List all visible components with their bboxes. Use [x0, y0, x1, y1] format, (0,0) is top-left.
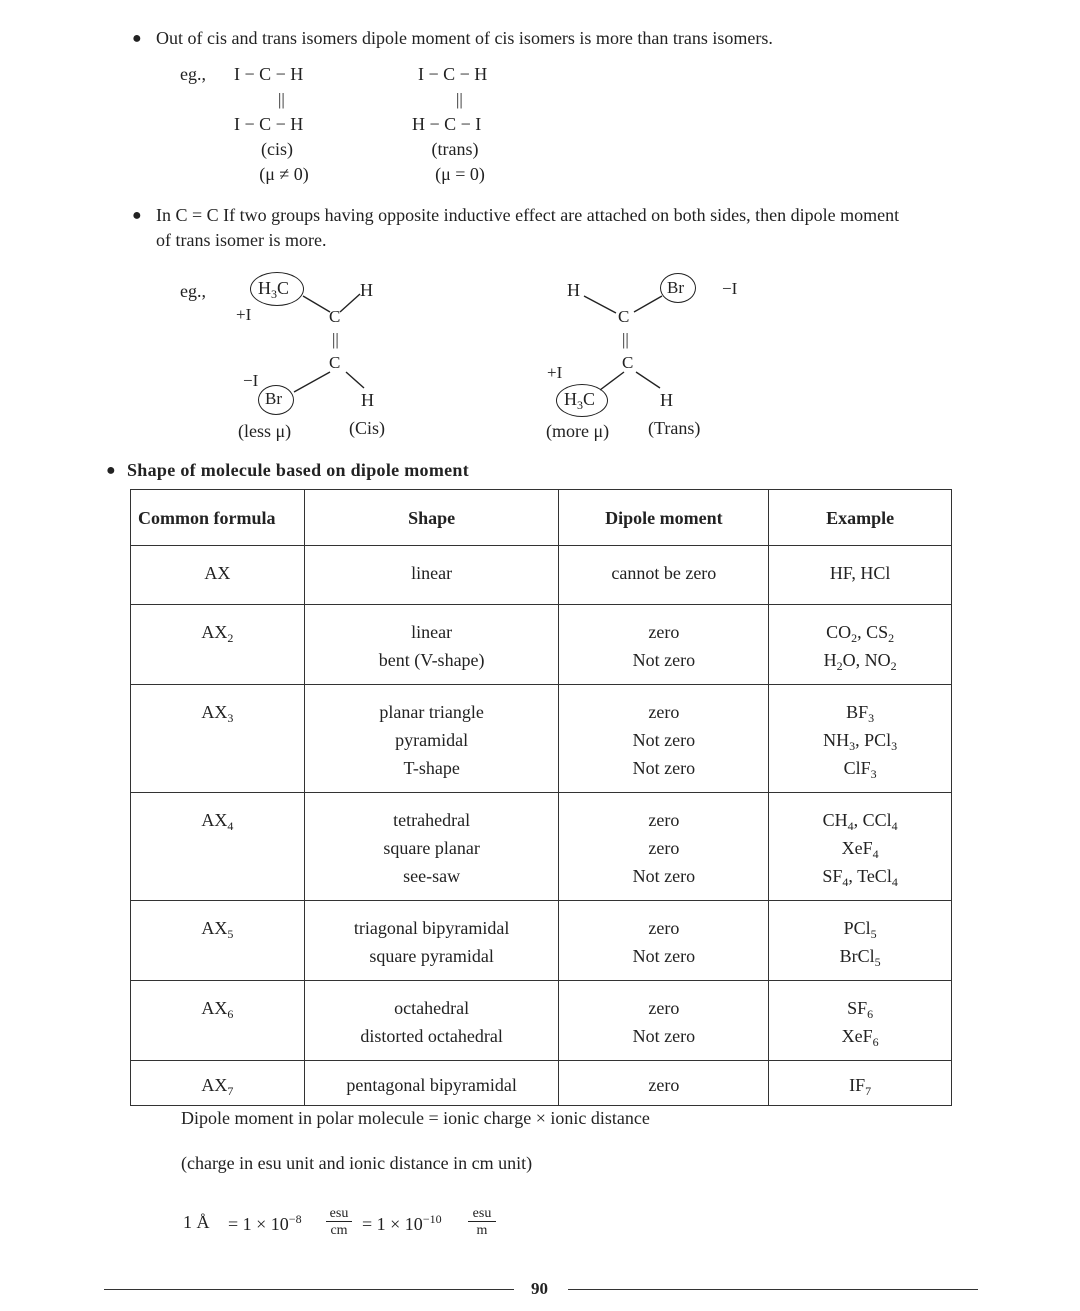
formula-cell: $AX_6$: [131, 981, 305, 1061]
table-row: [131, 546, 952, 605]
formula-cell: $AX_4$: [131, 793, 305, 901]
dipole-cell: zero Not zero: [559, 981, 769, 1061]
eg-label: eg.,: [180, 281, 206, 301]
dipole-formula: Dipole moment in polar molecule = ionic charge × ionic distance: [181, 1108, 650, 1128]
bullet-text-inductive: In C = C If two groups having opposite inductive effect are attached on both sides, then dipole moment: [156, 205, 900, 225]
example-cell: PCl$_5$ BrCl$_5$: [769, 901, 952, 981]
example-cell: HF, HCl: [769, 546, 952, 605]
ch3-group: $H_3C$: [564, 389, 596, 412]
header-shape: Shape: [304, 490, 559, 546]
dipole-cell: zero zero Not zero: [559, 793, 769, 901]
table-row: [131, 793, 952, 901]
cis-top: I − C − H: [234, 64, 304, 84]
table-row: [131, 605, 952, 685]
less-mu-label: (less μ): [238, 421, 292, 441]
double-bond: ||: [622, 330, 629, 349]
conversion-1: = $1 \times 10^{-8}$: [228, 1212, 302, 1234]
carbon-atom: C: [329, 307, 341, 326]
section-title: Shape of molecule based on dipole moment: [127, 460, 470, 480]
bullet-dot: ●: [132, 207, 142, 224]
table-header-row: [131, 490, 952, 546]
dipole-cell: zero: [559, 1061, 769, 1106]
formula-cell: $AX_3$: [131, 685, 305, 793]
double-bond: ||: [332, 330, 339, 349]
dipole-cell: zero Not zero Not zero: [559, 685, 769, 793]
plus-i-label: +I: [547, 363, 563, 382]
minus-i-label: −I: [722, 279, 738, 298]
footer-rule-left: [104, 1289, 514, 1290]
h-atom: H: [361, 390, 374, 410]
trans-label: (trans): [431, 139, 479, 159]
angstrom-symbol: 1 Å: [183, 1212, 210, 1232]
h-atom: H: [660, 390, 673, 410]
cis-structure-label: (Cis): [349, 418, 385, 438]
table-row: [131, 1061, 952, 1106]
carbon-atom: C: [622, 353, 634, 372]
bullet-text-cis-trans: Out of cis and trans isomers dipole moment of cis isomers is more than trans isomers.: [156, 28, 773, 48]
header-dipole-moment: Dipole moment: [559, 490, 769, 546]
formula-cell: $AX_2$: [131, 605, 305, 685]
shape-cell: planar triangle pyramidal T-shape: [304, 685, 559, 793]
footer-rule-right: [568, 1289, 978, 1290]
table-row: [131, 901, 952, 981]
br-atom: Br: [265, 389, 282, 408]
shape-cell: triagonal bipyramidal square pyramidal: [304, 901, 559, 981]
more-mu-label: (more μ): [546, 421, 610, 441]
shape-cell: pentagonal bipyramidal: [304, 1061, 559, 1106]
shape-cell: tetrahedral square planar see-saw: [304, 793, 559, 901]
bullet-dot: ●: [106, 462, 116, 479]
page-number: 90: [531, 1279, 548, 1298]
unit-note: (charge in esu unit and ionic distance in cm unit): [181, 1153, 533, 1173]
table-row: [131, 685, 952, 793]
cis-mu: (μ ≠ 0): [259, 164, 309, 184]
table-row: [131, 981, 952, 1061]
example-cell: $BF_3$ $NH_3$, PCl$_3$ ClF$_3$: [769, 685, 952, 793]
trans-mu: (μ = 0): [435, 164, 485, 184]
example-cell: $IF_7$: [769, 1061, 952, 1106]
dipole-cell: cannot be zero: [559, 546, 769, 605]
minus-i-label: −I: [243, 371, 259, 390]
shape-cell: linear bent (V-shape): [304, 605, 559, 685]
dipole-cell: zero Not zero: [559, 605, 769, 685]
conversion-2: = $1 \times 10^{-10}$: [362, 1212, 442, 1234]
formula-cell: AX: [131, 546, 305, 605]
trans-double-bond: ||: [456, 90, 463, 109]
header-example: Example: [769, 490, 952, 546]
trans-top: I − C − H: [418, 64, 488, 84]
bullet-dot: ●: [132, 30, 142, 47]
example-cell: $CH_4$, CCl$_4$ XeF$_4$ $SF_4$, TeCl$_4$: [769, 793, 952, 901]
dipole-cell: zero Not zero: [559, 901, 769, 981]
fraction-esu-m: esu m: [468, 1206, 496, 1240]
fraction-esu-cm: esu cm: [326, 1206, 352, 1240]
eg-label: eg.,: [180, 64, 206, 84]
header-common-formula: Common formula: [131, 490, 305, 546]
br-atom: Br: [667, 278, 684, 297]
shape-cell: linear: [304, 546, 559, 605]
plus-i-label: +I: [236, 305, 252, 324]
carbon-atom: C: [618, 307, 630, 326]
ch3-group: $H_3C$: [258, 278, 290, 301]
bullet-text-inductive-2: of trans isomer is more.: [156, 230, 327, 250]
example-cell: $SF_6$ XeF$_6$: [769, 981, 952, 1061]
trans-bottom: H − C − I: [412, 114, 482, 134]
trans-structure-label: (Trans): [648, 418, 701, 438]
shape-cell: octahedral distorted octahedral: [304, 981, 559, 1061]
example-cell: $CO_2$, $CS_2$ $H_2O$, $NO_2$: [769, 605, 952, 685]
shape-dipole-table: [130, 489, 952, 1106]
cis-bottom: I − C − H: [234, 114, 304, 134]
h-atom: H: [567, 280, 580, 300]
formula-cell: $AX_5$: [131, 901, 305, 981]
carbon-atom: C: [329, 353, 341, 372]
formula-cell: $AX_7$: [131, 1061, 305, 1106]
cis-double-bond: ||: [278, 90, 285, 109]
h-atom: H: [360, 280, 373, 300]
structure-bonds: [0, 0, 1080, 460]
cis-label: (cis): [261, 139, 293, 159]
